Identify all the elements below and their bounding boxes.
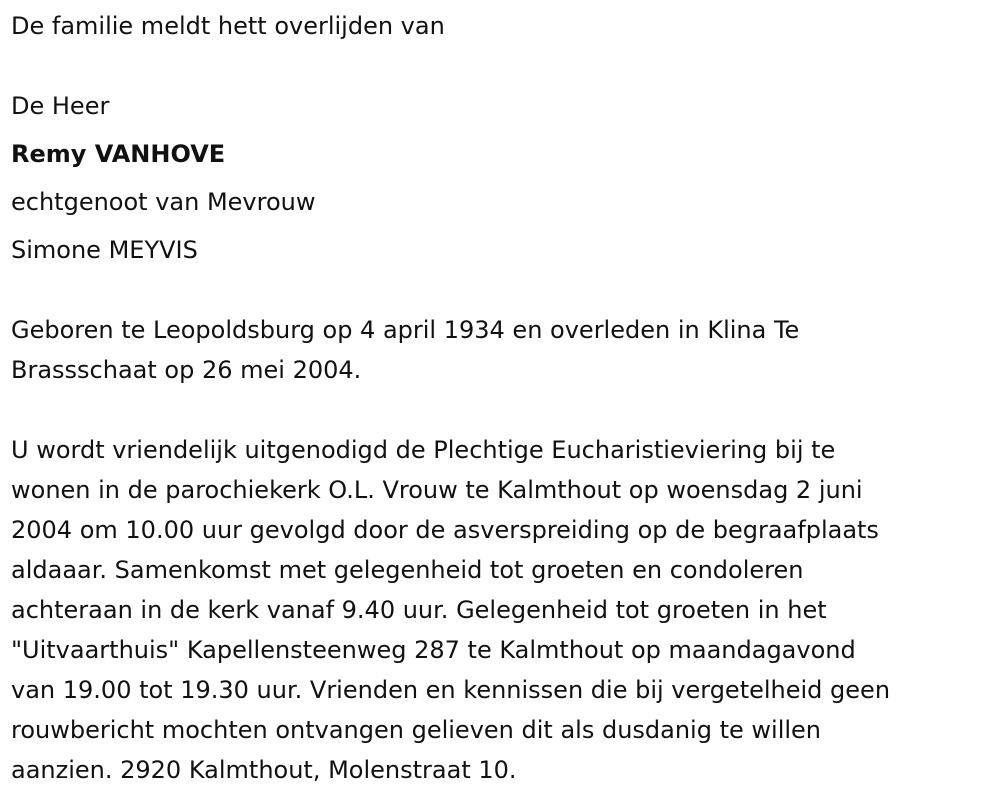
text-line: aanzien. 2920 Kalmthout, Molenstraat 10. — [11, 756, 517, 784]
text-line: 2004 om 10.00 uur gevolgd door de asverspreiding op de begraafplaats — [11, 516, 879, 544]
text-line: van 19.00 tot 19.30 uur. Vrienden en kennissen die bij vergetelheid geen — [11, 676, 891, 704]
birth-death-paragraph — [11, 310, 986, 390]
text-line: Brassschaat op 26 mei 2004. — [11, 356, 362, 384]
text-line: aldaaar. Samenkomst met gelegenheid tot groeten en condoleren — [11, 556, 804, 584]
spouse-name: Simone MEYVIS — [11, 236, 198, 264]
text-line: achteraan in de kerk vanaf 9.40 uur. Gelegenheid tot groeten in het — [11, 596, 827, 624]
text-line: "Uitvaarthuis" Kapellensteenweg 287 te Kalmthout op maandagavond — [11, 636, 856, 664]
invitation-paragraph — [11, 430, 986, 790]
text-line: rouwbericht mochten ontvangen gelieven dit als dusdanig te willen — [11, 716, 821, 744]
relation-text: echtgenoot van Mevrouw — [11, 188, 316, 216]
intro-text: De familie meldt hett overlijden van — [11, 12, 445, 40]
deceased-name: Remy VANHOVE — [11, 140, 226, 168]
honorific: De Heer — [11, 92, 110, 120]
text-line: U wordt vriendelijk uitgenodigd de Plechtige Eucharistieviering bij te — [11, 436, 836, 464]
text-line: wonen in de parochiekerk O.L. Vrouw te Kalmthout op woensdag 2 juni — [11, 476, 863, 504]
text-line: Geboren te Leopoldsburg op 4 april 1934 en overleden in Klina Te — [11, 316, 800, 344]
